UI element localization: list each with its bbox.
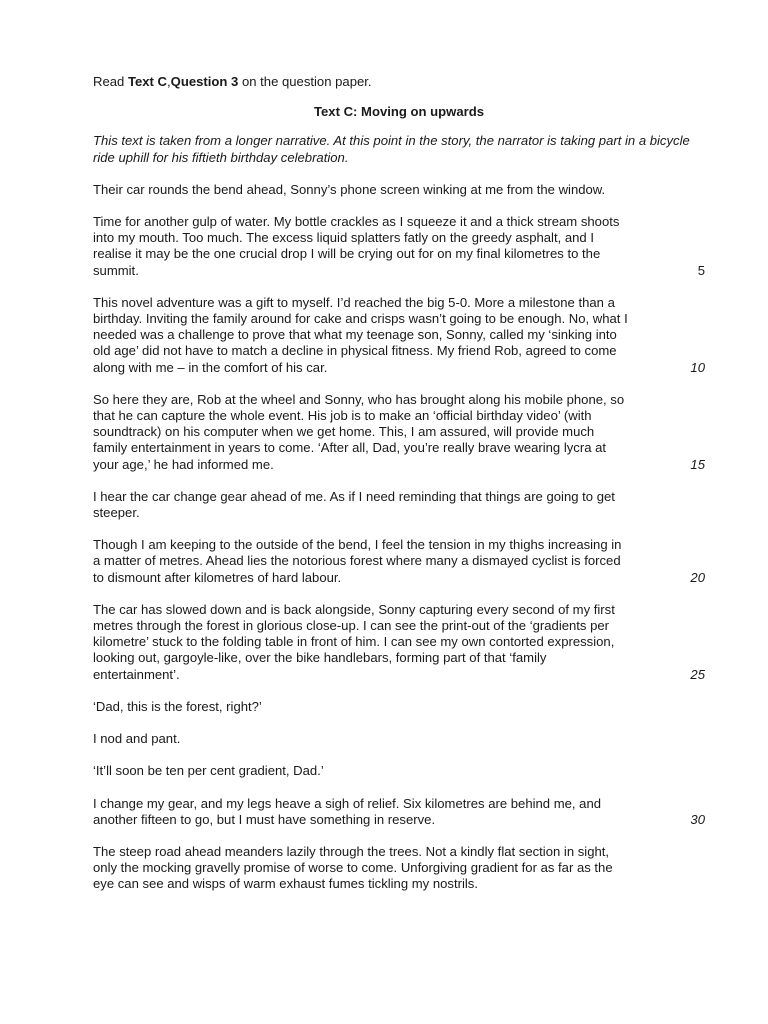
paragraph-7 xyxy=(93,601,705,683)
paragraph-text: This novel adventure was a gift to myself. I’d reached the big 5-0. More a milestone than a birthday. Inviting the family around for cake and crisps wasn’t going to be enough. No, what I needed was a challenge to prove that what my teenage son, Sonny, called my ‘sinking into old age’ did not have to match a decline in physical fitness. My friend Rob, agreed to come along with me – in the comfort of his car. xyxy=(93,294,628,375)
paragraph-text: I hear the car change gear ahead of me. As if I need reminding that things are going to get steeper. xyxy=(93,488,615,521)
paragraph-5 xyxy=(93,489,629,521)
instruction-line xyxy=(93,74,705,90)
paragraph-3 xyxy=(93,294,705,376)
paragraph-11 xyxy=(93,795,705,828)
paragraph-text: ‘It’ll soon be ten per cent gradient, Dad.’ xyxy=(93,763,324,779)
line-number: 25 xyxy=(690,666,705,682)
instruction-comma: , xyxy=(167,74,171,89)
instruction-question-ref: Question 3 xyxy=(170,74,239,89)
paragraph-text: ‘Dad, this is the forest, right?’ xyxy=(93,698,262,714)
paragraph-text: I change my gear, and my legs heave a sigh of relief. Six kilometres are behind me, and another fifteen to go, but I must have something in reserve. xyxy=(93,795,602,827)
line-number: 15 xyxy=(690,456,705,472)
paragraph-9 xyxy=(93,731,629,747)
paragraph-2 xyxy=(93,214,705,279)
line-number: 30 xyxy=(690,811,705,827)
paragraph-1 xyxy=(93,182,638,198)
paragraph-10 xyxy=(93,763,629,779)
paragraph-text: Though I am keeping to the outside of the bend, I feel the tension in my thighs increasing in a matter of metres. Ahead lies the notorious forest where many a dismayed cyclist is forced to dismount after kilometres of hard labour. xyxy=(93,537,622,585)
document-page xyxy=(93,74,705,909)
paragraph-text: The steep road ahead meanders lazily through the trees. Not a kindly flat section in sight, only the mocking gravelly promise of worse to come. Unforgiving gradient for as far as the eye can see and wisps of warm exhaust fumes tickling my nostrils. xyxy=(93,843,613,892)
instruction-text-ref: Text C xyxy=(127,74,167,89)
paragraph-text: Time for another gulp of water. My bottle crackles as I squeeze it and a thick stream shoots into my mouth. Too much. The excess liquid splatters fatly on the greedy asphalt, and I realise it may be the one crucial drop I will be crying out for on my final kilometres to the summit. xyxy=(93,214,620,278)
line-number: 5 xyxy=(697,262,705,278)
instruction-suffix: on the question paper. xyxy=(238,74,372,89)
paragraph-text: I nod and pant. xyxy=(93,731,181,747)
line-number: 20 xyxy=(690,569,705,585)
paragraph-text: So here they are, Rob at the wheel and Sonny, who has brought along his mobile phone, so that he can capture the whole event. His job is to make an ‘official birthday video’ (with soundtrack) on his computer when we get home. This, I am assured, will provide much family entertainment in years to come. ‘After all, Dad, you’re really brave wearing lycra at your age,’ he had informed me. xyxy=(93,391,625,472)
paragraph-8 xyxy=(93,699,629,715)
instruction-prefix: Read xyxy=(93,74,128,89)
line-number: 10 xyxy=(690,359,705,375)
paragraph-text: Their car rounds the bend ahead, Sonny’s phone screen winking at me from the window. xyxy=(93,181,606,197)
paragraph-6 xyxy=(93,537,705,586)
paragraph-text: The car has slowed down and is back alongside, Sonny capturing every second of my first metres through the forest in glorious close-up. I can see the print-out of the ‘gradients per kilometre’ stuck to the folding table in front of him. I can see my own contorted expression, looking out, gargoyle-like, over the bike handlebars, forming part of that ‘family entertainment’. xyxy=(93,601,615,682)
intro-paragraph: This text is taken from a longer narrative. At this point in the story, the narrator is taking part in a bicycle ride uphill for his fiftieth birthday celebration. xyxy=(93,133,690,165)
text-title: Text C: Moving on upwards xyxy=(314,104,484,120)
paragraph-12 xyxy=(93,844,629,893)
paragraph-4 xyxy=(93,391,705,473)
